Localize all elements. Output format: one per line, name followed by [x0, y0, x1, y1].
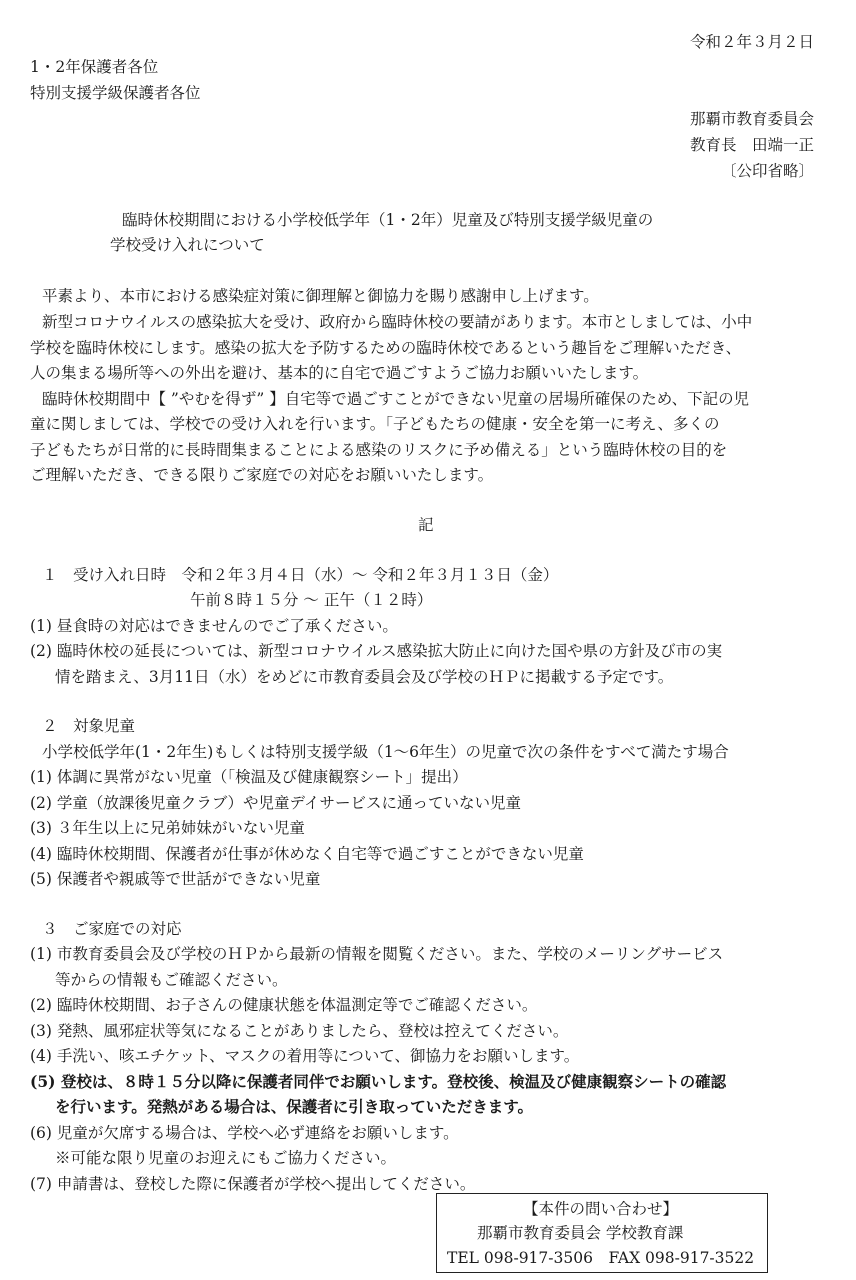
time-range: 午前８時１５分 ～ 正午（１２時）	[190, 591, 433, 609]
intro-paragraph-line: 子どもたちが日常的に長時間集まることによる感染のリスクに予め備える」という臨時休校の目的を	[30, 441, 728, 459]
list-item-continuation: 等からの情報もご確認ください。	[55, 971, 288, 989]
section-heading: ２ 対象児童	[42, 717, 136, 735]
document-title-line: 臨時休校期間における小学校低学年（1・2年）児童及び特別支援学級児童の	[122, 211, 654, 229]
intro-paragraph-line: 学校を臨時休校にします。感染の拡大を予防するための臨時休校であるという趣旨をご理解いただき、	[30, 339, 742, 357]
intro-paragraph-line: 平素より、本市における感染症対策に御理解と御協力を賜り感謝申し上げます。	[42, 287, 599, 305]
list-item: (4) 手洗い、咳エチケット、マスクの着用等について、御協力をお願いします。	[30, 1047, 580, 1065]
intro-paragraph-line: 童に関しましては、学校での受け入れを行います。「子どもたちの健康・安全を第一に考え、多くの	[30, 415, 720, 433]
section-heading: １ 受け入れ日時 令和２年３月４日（水）～ 令和２年３月１３日（金）	[42, 566, 559, 584]
contact-phone-fax: TEL 098-917-3506 FAX 098-917-3522	[447, 1249, 755, 1267]
list-item: (2) 臨時休校の延長については、新型コロナウイルス感染拡大防止に向けた国や県の方針及び市の実	[30, 642, 723, 660]
intro-paragraph-line: 臨時休校期間中【 ”やむを得ず” 】自宅等で過ごすことができない児童の居場所確保のため、下記の児	[42, 390, 750, 408]
seal-note: 〔公印省略〕	[720, 162, 814, 180]
list-item: (2) 臨時休校期間、お子さんの健康状態を体温測定等でご確認ください。	[30, 996, 538, 1014]
list-item: (5) 保護者や親戚等で世話ができない児童	[30, 870, 321, 888]
list-item: (6) 児童が欠席する場合は、学校へ必ず連絡をお願いします。	[30, 1124, 459, 1142]
list-item: (1) 昼食時の対応はできませんのでご了承ください。	[30, 617, 398, 635]
list-item-note: ※可能な限り児童のお迎えにもご協力ください。	[55, 1149, 397, 1167]
intro-paragraph-line: 人の集まる場所等への外出を避け、基本的に自宅で過ごすようご協力お願いいたします。	[30, 364, 649, 382]
issue-date: 令和２年３月２日	[689, 33, 814, 51]
list-item: (7) 申請書は、登校した際に保護者が学校へ提出してください。	[30, 1175, 476, 1193]
list-item-emphasis-continuation: を行います。発熱がある場合は、保護者に引き取っていただきます。	[55, 1097, 534, 1116]
ki-marker: 記	[418, 516, 434, 534]
list-item: (1) 体調に異常がない児童（「検温及び健康観察シート」提出）	[30, 768, 468, 786]
list-item: (4) 臨時休校期間、保護者が仕事が休めなく自宅等で過ごすことができない児童	[30, 845, 584, 863]
intro-paragraph-line: ご理解いただき、できる限りご家庭での対応をお願いいたします。	[30, 466, 494, 484]
list-item: (2) 学童（放課後児童クラブ）や児童デイサービスに通っていない児童	[30, 794, 521, 812]
recipient-line: 特別支援学級保護者各位	[30, 84, 201, 102]
sender-org: 那覇市教育委員会	[689, 110, 814, 128]
contact-dept: 那覇市教育委員会 学校教育課	[477, 1224, 684, 1242]
section-lead: 小学校低学年(1・2年生)もしくは特別支援学級（1～6年生）の児童で次の条件をすべて満たす場合	[42, 743, 729, 761]
recipient-line: 1・2年保護者各位	[30, 58, 159, 76]
list-item-continuation: 情を踏まえ、3月11日（水）をめどに市教育委員会及び学校のＨＰに掲載する予定です。	[55, 668, 674, 686]
section-heading: ３ ご家庭での対応	[42, 920, 182, 938]
list-item-emphasis: (5) 登校は、８時１５分以降に保護者同伴でお願いします。登校後、検温及び健康観察シートの確認	[30, 1072, 727, 1091]
contact-box	[436, 1193, 768, 1273]
contact-title: 【本件の問い合わせ】	[523, 1200, 679, 1218]
list-item: (3) ３年生以上に兄弟姉妹がいない児童	[30, 819, 305, 837]
sender-person: 教育長 田端一正	[689, 136, 814, 154]
document-title-line: 学校受け入れについて	[110, 236, 265, 254]
intro-paragraph-line: 新型コロナウイルスの感染拡大を受け、政府から臨時休校の要請があります。本市としましては、小中	[42, 313, 753, 331]
list-item: (1) 市教育委員会及び学校のＨＰから最新の情報を閲覧ください。また、学校のメーリングサービス	[30, 945, 724, 963]
list-item: (3) 発熱、風邪症状等気になることがありましたら、登校は控えてください。	[30, 1022, 569, 1040]
